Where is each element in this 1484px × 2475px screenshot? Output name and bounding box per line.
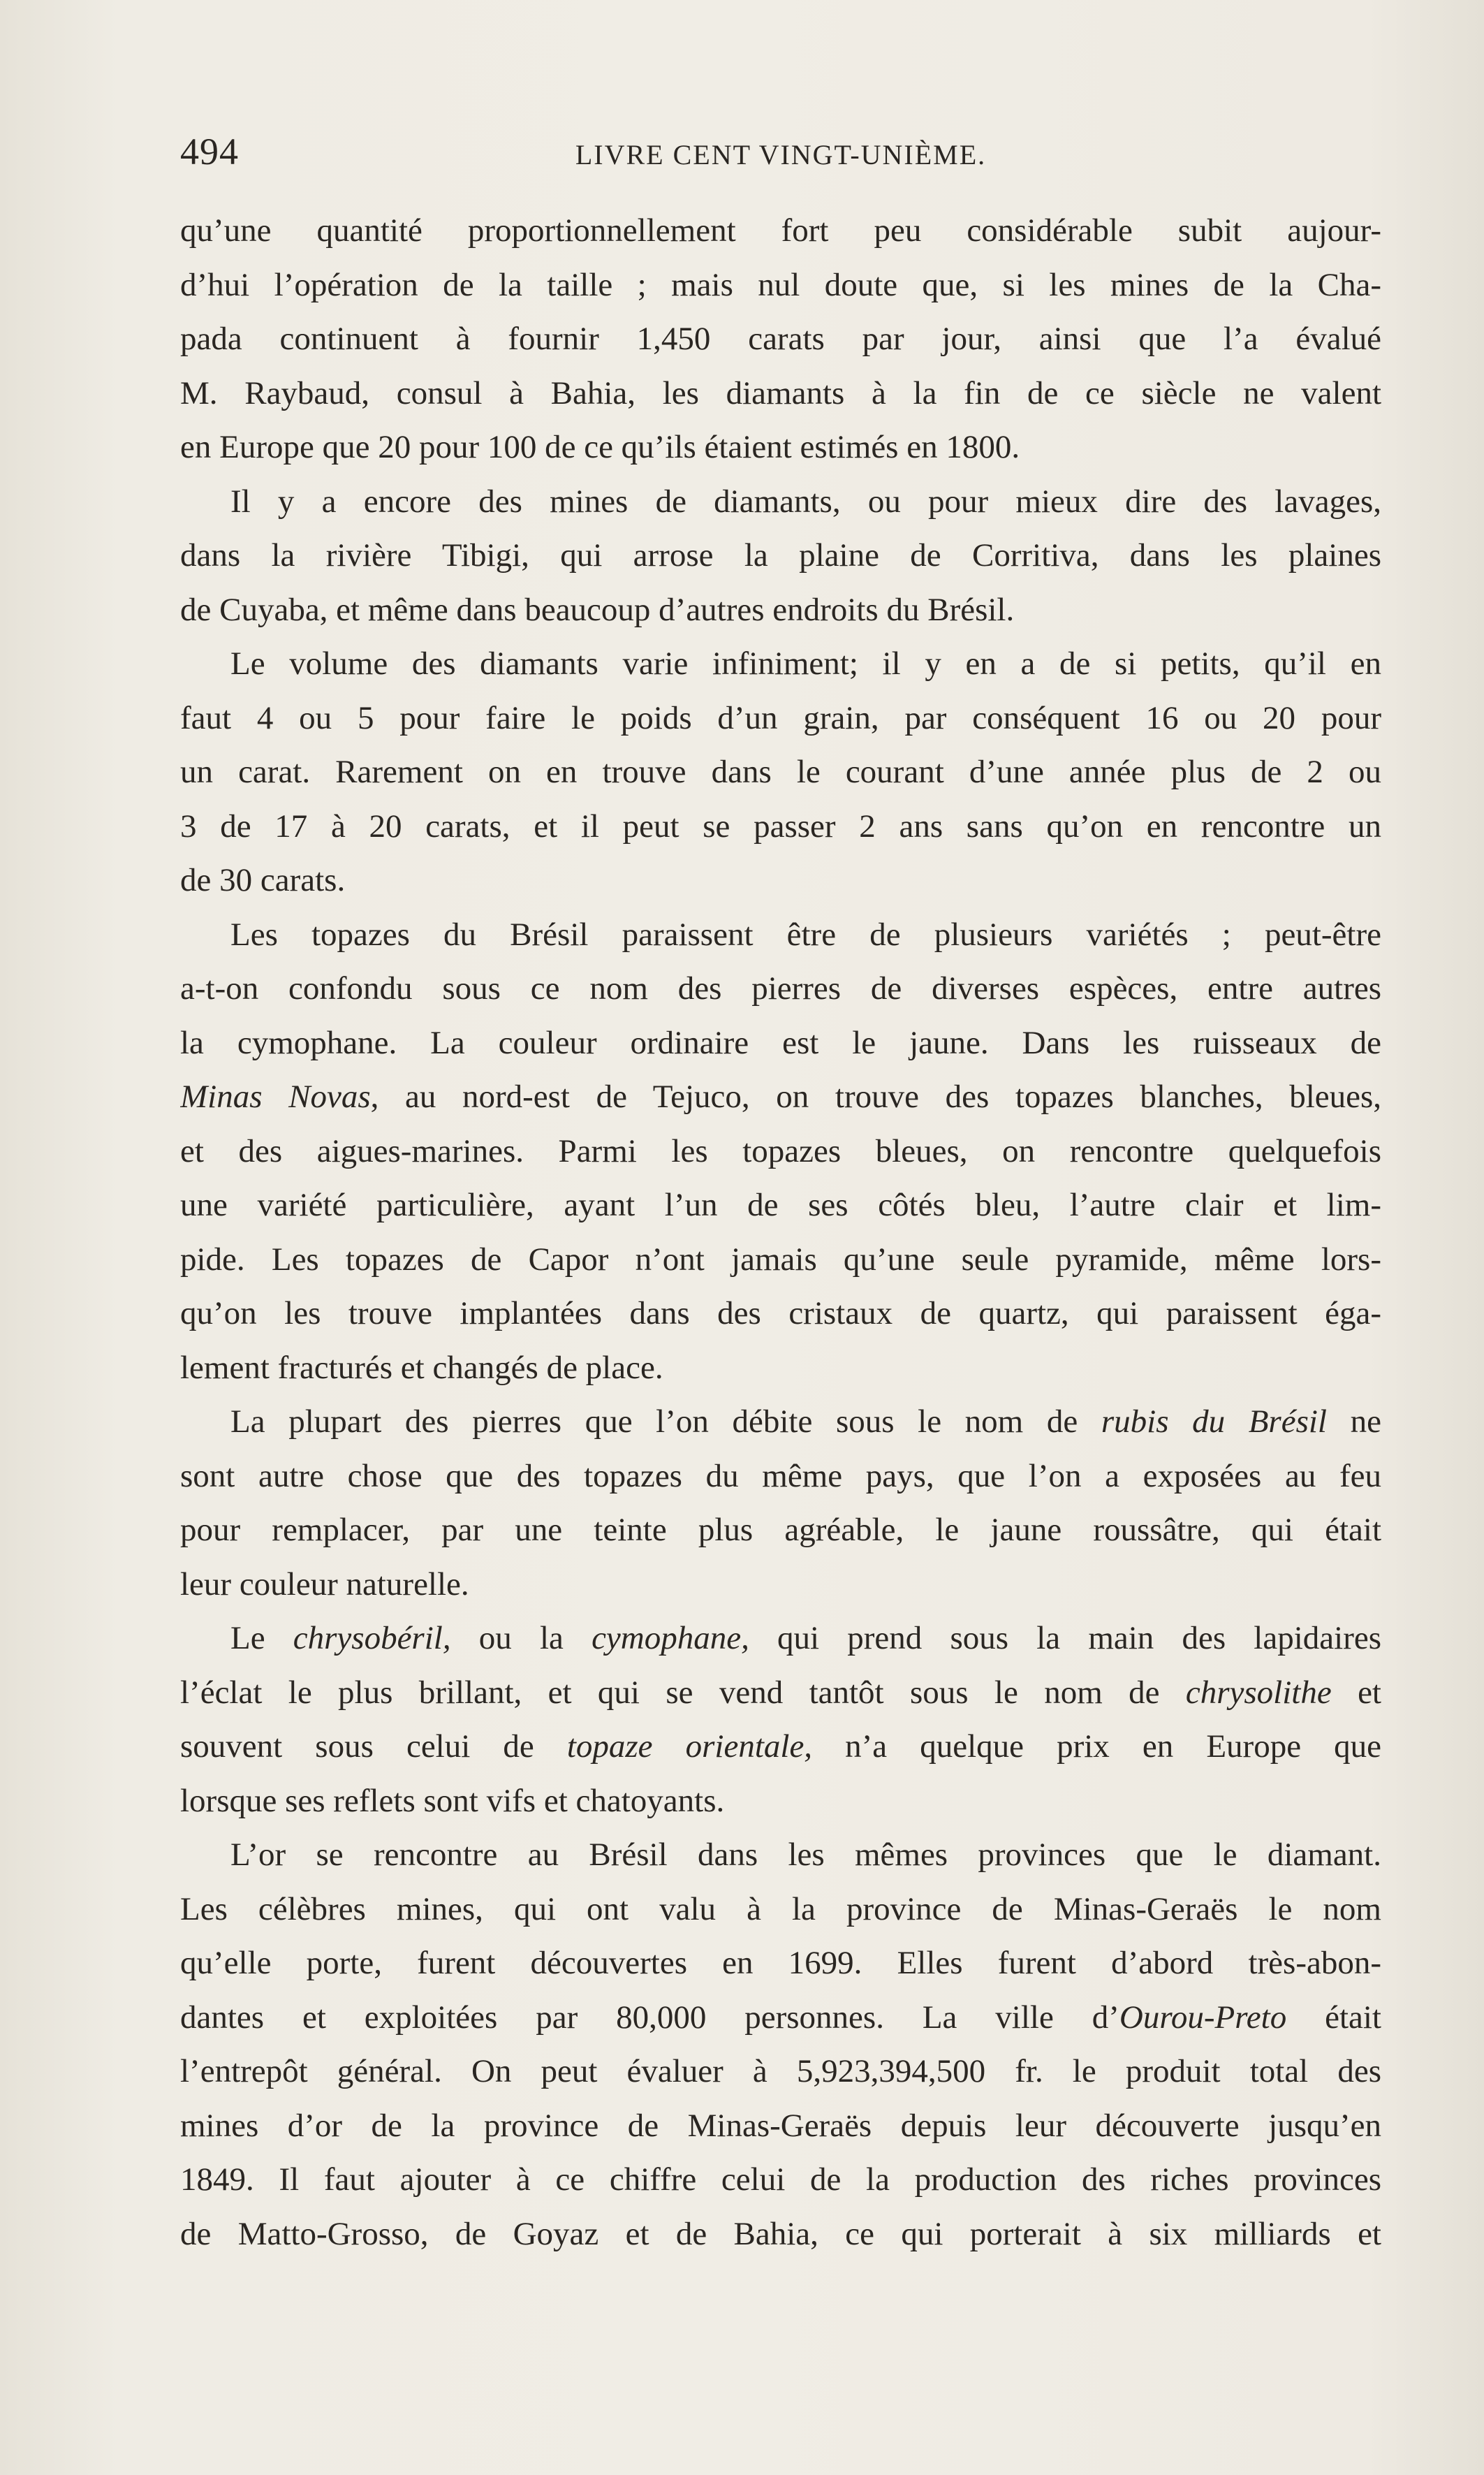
text-line: sont autre chose que des topazes du même pays, que l’on a exposées au feu — [180, 1457, 1381, 1494]
text-run: ou la — [450, 1620, 592, 1656]
italic-phrase: topaze orientale, — [566, 1728, 813, 1765]
text-line: mines d’or de la province de Minas-Geraës depuis leur découverte jusqu’en — [180, 2107, 1381, 2144]
text-line: a-t-on confondu sous ce nom des pierres de diverses espèces, entre autres — [180, 970, 1381, 1007]
paragraph-start-line: Il y a encore des mines de diamants, ou pour mieux dire des lavages, — [230, 483, 1381, 520]
text-line: de Cuyaba, et même dans beaucoup d’autres endroits du Brésil. — [180, 591, 1015, 628]
text-run: La plupart des pierres que l’on débite sous le nom de — [230, 1403, 1101, 1440]
text-line: 1849. Il faut ajouter à ce chiffre celui de la production des riches provinces — [180, 2161, 1381, 2198]
text-line: et des aigues-marines. Parmi les topazes bleues, on rencontre quelquefois — [180, 1132, 1381, 1169]
text-line: une variété particulière, ayant l’un de ses côtés bleu, l’autre clair et lim- — [180, 1187, 1381, 1223]
text-line: d’hui l’opération de la taille ; mais nul doute que, si les mines de la Cha- — [180, 266, 1381, 303]
text-line: leur couleur naturelle. — [180, 1565, 469, 1602]
page-header — [180, 124, 1381, 173]
text-line: de 30 carats. — [180, 862, 346, 898]
running-title: LIVRE CENT VINGT-UNIÈME. — [575, 139, 987, 170]
paragraph-start-line — [180, 1395, 1381, 1450]
italic-phrase: cymophane, — [592, 1620, 749, 1656]
text-line — [180, 1666, 1381, 1721]
text-line: en Europe que 20 pour 100 de ce qu’ils étaient estimés en 1800. — [180, 429, 1020, 465]
text-line — [180, 1720, 1381, 1774]
paragraph-start-line: Les topazes du Brésil paraissent être de plusieurs variétés ; peut-être — [230, 916, 1381, 953]
text-line: pide. Les topazes de Capor n’ont jamais qu’une seule pyramide, même lors- — [180, 1241, 1381, 1278]
text-run: et — [1331, 1674, 1381, 1711]
paragraph-start-line — [180, 1612, 1381, 1666]
text-line: M. Raybaud, consul à Bahia, les diamants à la fin de ce siècle ne valent — [180, 374, 1381, 411]
text-line: de Matto-Grosso, de Goyaz et de Bahia, ce qui porterait à six milliards et — [180, 2215, 1381, 2252]
text-line: pour remplacer, par une teinte plus agréable, le jaune roussâtre, qui était — [180, 1512, 1381, 1548]
text-line: faut 4 ou 5 pour faire le poids d’un grain, par conséquent 16 ou 20 pour — [180, 699, 1381, 736]
text-line: la cymophane. La couleur ordinaire est le jaune. Dans les ruisseaux de — [180, 1024, 1381, 1061]
text-line: l’entrepôt général. On peut évaluer à 5,923,394,500 fr. le produit total des — [180, 2053, 1381, 2089]
text-line: qu’elle porte, furent découvertes en 1699. Elles furent d’abord très-abon- — [180, 1945, 1381, 1981]
body-text — [180, 204, 1381, 2261]
italic-phrase: Minas Novas — [180, 1079, 371, 1115]
paragraph-start-line: Le volume des diamants varie infiniment; il y en a de si petits, qu’il en — [230, 645, 1381, 682]
text-run: dantes et exploitées par 80,000 personnes. La ville d’ — [180, 1999, 1119, 2036]
text-run: souvent sous celui de — [180, 1728, 567, 1765]
italic-phrase: Ourou-Preto — [1119, 1999, 1287, 2036]
page-number: 494 — [180, 131, 239, 173]
text-line: qu’une quantité proportionnellement fort peu considérable subit aujour- — [180, 212, 1381, 249]
text-run: était — [1286, 1999, 1381, 2036]
text-line: un carat. Rarement on en trouve dans le courant d’une année plus de 2 ou — [180, 754, 1381, 790]
text-line: qu’on les trouve implantées dans des cristaux de quartz, qui paraissent éga- — [180, 1295, 1381, 1331]
text-run: qui prend sous la main des lapidaires — [749, 1620, 1381, 1656]
italic-phrase: rubis du Brésil — [1101, 1403, 1327, 1440]
text-line: lement fracturés et changés de place. — [180, 1349, 663, 1386]
text-run: Le — [230, 1620, 293, 1656]
text-run: n’a quelque prix en Europe que — [812, 1728, 1381, 1765]
text-run: l’éclat le plus brillant, et qui se vend tantôt sous le nom de — [180, 1674, 1186, 1711]
text-line — [180, 1991, 1381, 2045]
text-run: , au nord-est de Tejuco, on trouve des topazes blanches, bleues, — [370, 1079, 1381, 1115]
text-line — [180, 1070, 1381, 1125]
paragraph-start-line: L’or se rencontre au Brésil dans les mêmes provinces que le diamant. — [230, 1837, 1381, 1873]
text-line: Les célèbres mines, qui ont valu à la province de Minas-Geraës le nom — [180, 1890, 1381, 1927]
text-line: lorsque ses reflets sont vifs et chatoyants. — [180, 1782, 725, 1819]
text-line: pada continuent à fournir 1,450 carats par jour, ainsi que l’a évalué — [180, 321, 1381, 357]
italic-phrase: chrysolithe — [1185, 1674, 1332, 1711]
text-line: 3 de 17 à 20 carats, et il peut se passer 2 ans sans qu’on en rencontre un — [180, 808, 1381, 845]
italic-phrase: chrysobéril, — [293, 1620, 451, 1656]
text-line: dans la rivière Tibigi, qui arrose la plaine de Corritiva, dans les plaines — [180, 537, 1381, 574]
text-run: ne — [1327, 1403, 1381, 1440]
